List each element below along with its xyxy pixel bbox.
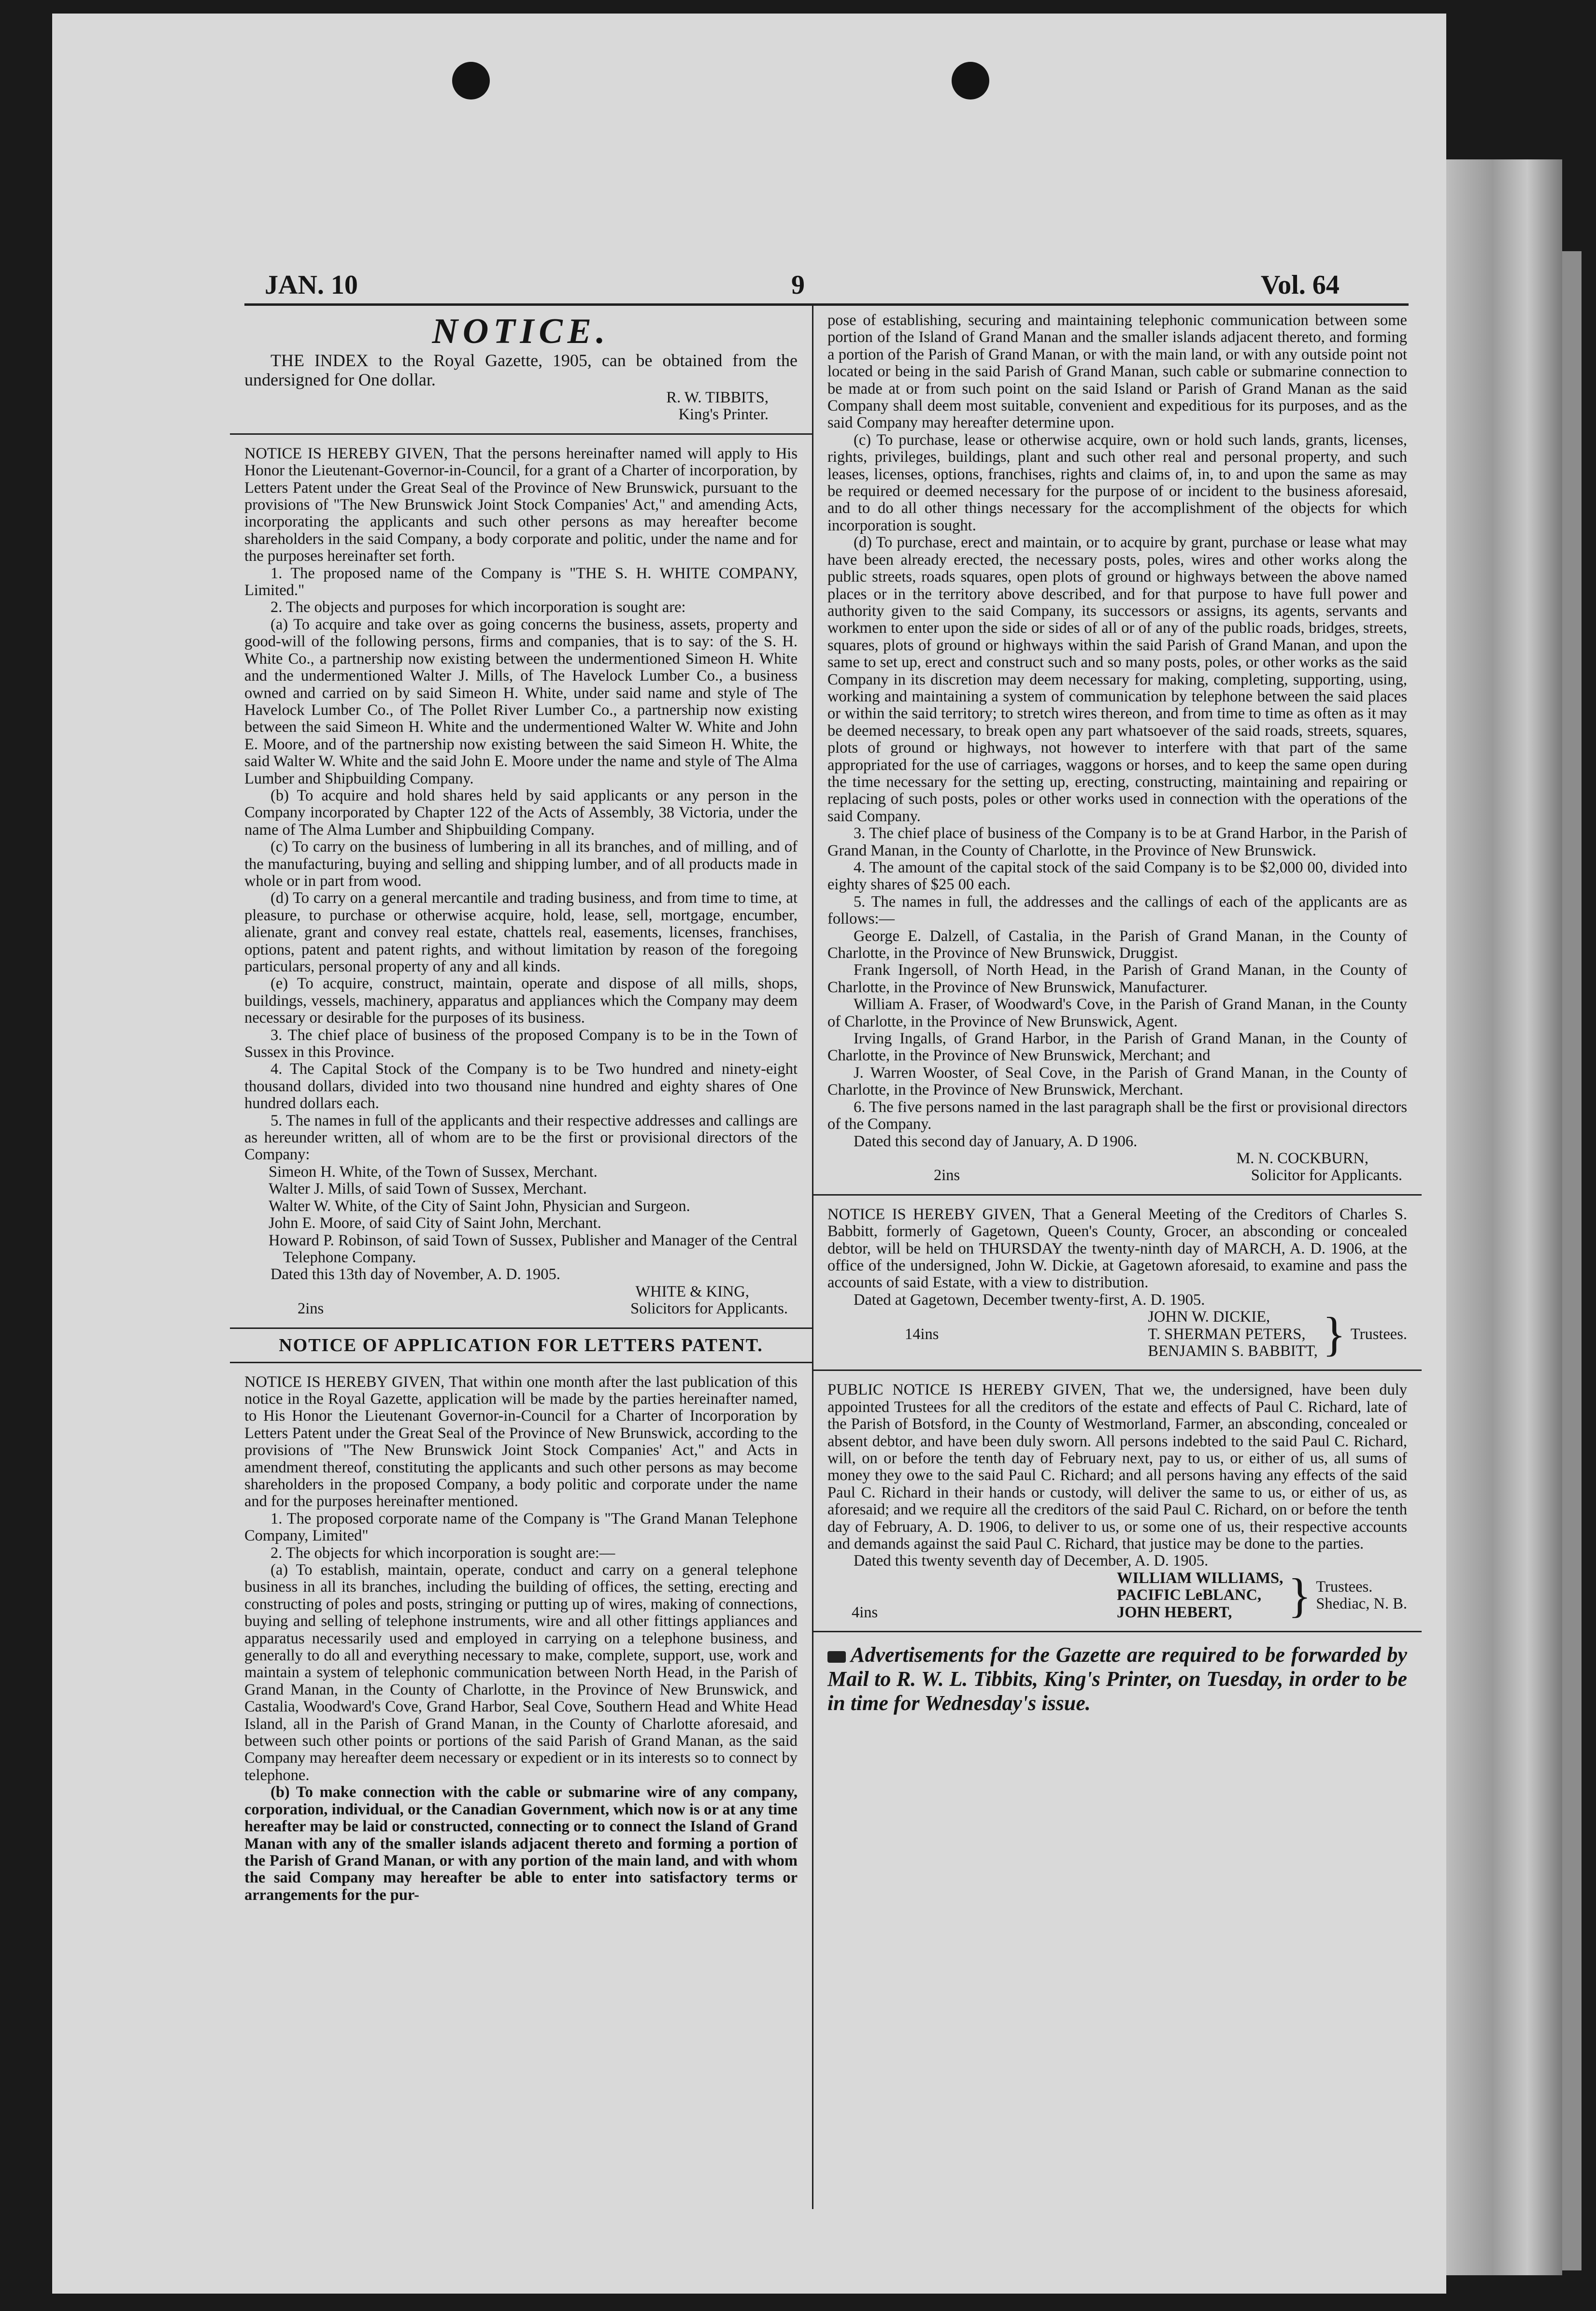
patent-insertions: 2ins [934,1167,960,1184]
richard-body: PUBLIC NOTICE IS HEREBY GIVEN, That we, the undersigned, have been duly appointed Trustees for all the creditors of the estate and effects of Paul C. Richard, late of the Parish of Botsford, in the County of Westmorland, Farmer, an absconding, concealed or absent debtor, and have been duly sworn. All persons indebted to the said Paul C. Richard, will, on or before the tenth day of February next, pay to us, or either of us, all sums of money they owe to the said Paul C. Richard; and all persons having any effects of the said Paul C. Richard in their hands or custody, will deliver the same to us, or either of us, as aforesaid; and we require all the creditors of the said Paul C. Richard, on or before the tenth day of February, A. D. 1906, to deliver to us, or some one of us, their respective accounts and demands against the said Paul C. Richard, that justice may be done to the parties. [827,1381,1407,1553]
patent-para-6: 6. The five persons named in the last paragraph shall be the first or provisional directors of the Company. [827,1098,1407,1133]
patent-dated: Dated this second day of January, A. D 1906. [854,1132,1138,1150]
patent-person: Frank Ingersoll, of North Head, in the Parish of Grand Manan, in the County of Charlotte, in the Province of New Brunswick, Manufacturer. [827,961,1407,996]
index-notice-body: THE INDEX to the Royal Gazette, 1905, can be obtained from the undersigned for One dollar. [244,351,798,389]
patent-cont-3: 3. The chief place of business of the Company is to be at Grand Harbor, in the Parish of Grand Manan, in the County of Charlotte, in the Province of New Brunswick. [827,825,1407,859]
gazette-page [52,14,1446,2294]
richard-trustees-label: Trustees. [1316,1578,1373,1596]
notice-divider [813,1369,1422,1371]
babbitt-insertions: 14ins [905,1325,939,1343]
patent-person: George E. Dalzell, of Castalia, in the Parish of Grand Manan, in the County of Charlotte, in the Province of New Brunswick, Druggist. [827,927,1407,962]
white-dated: Dated this 13th day of November, A. D. 1905. [271,1266,560,1284]
white-para-8: 3. The chief place of business of the proposed Company is to be in the Town of Sussex in this Province. [244,1026,798,1061]
header-date: JAN. 10 [265,270,358,300]
header-rule [244,303,1409,306]
patent-cont-5: 5. The names in full, the addresses and the callings of each of the applicants are as follows:— [827,893,1407,928]
white-para-3: (a) To acquire and take over as going concerns the business, assets, property and good-will of the following persons, firms and companies, that is to say: of the S. H. White Co., a partnership now existing between the undermentioned Simeon H. White and the undermentioned Walter J. Mills, of The Havelock Lumber Co., a business owned and carried on by said Simeon H. White, under said name and style of The Havelock Lumber Co., of The Pollet River Lumber Co., a partnership now existing between the said Simeon H. White and the undermentioned Walter W. White and John E. Moore, and of the partnership now existing between the said Simeon H. White, the said Walter W. White and the said John E. Moore under the name and style of The Alma Lumber and Shipbuilding Company. [244,615,798,787]
index-notice-title-line: King's Printer. [678,406,769,424]
richard-trustee: PACIFIC LeBLANC, [1117,1586,1262,1604]
patent-para-1: 1. The proposed corporate name of the Company is "The Grand Manan Telephone Company, Limited" [244,1510,798,1545]
richard-trustee: WILLIAM WILLIAMS, [1117,1569,1283,1587]
white-para-6: (d) To carry on a general mercantile and trading business, and from time to time, at pleasure, to purchase or otherwise acquire, hold, lease, sell, mortgage, encumber, alienate, grant and convey real estate, chattels real, easements, licenses, franchises, options, patent and patent rights, and without limitation by reason of the foregoing particulars, personal property of any and all kinds. [244,889,798,975]
patent-cont-0: pose of establishing, securing and maintaining telephonic communication between some portion of the Island of Grand Manan and the smaller islands adjacent thereto, and forming a portion of the Parish of Grand Manan, or with the main land, or with any outside point not located or being in the said Parish of Grand Manan, such cable or submarine connection to be made at or from such point on the said Island or Parish of Grand Manan as the said Company shall deem most suitable, convenient and expeditious for its purposes, and as the said Company may hereafter determine upon. [827,312,1407,432]
white-solicitors: Solicitors for Applicants. [630,1300,788,1318]
white-person: John E. Moore, of said City of Saint John, Merchant. [269,1214,601,1232]
patent-para-3: (a) To establish, maintain, operate, conduct and carry on a general telephone business in all its branches, including the building of offices, the setting, erecting and constructing of poles and posts, stringing or putting up of wires, making of connections, buying and selling of telephone instruments, wire and all other fittings appliances and apparatus necessarily used and employed in carrying on a telephone business, and generally to do all and everything necessary to make, complete, support, use, work and maintain a system of telephonic communication between North Head, in the Parish of Grand Manan, in the County of Charlotte, in the Province of New Brunswick, and Castalia, Woodward's Cove, Grand Harbor, Seal Cove, Southern Head and White Head Island, all in the Parish of Grand Manan, in the County of Charlotte aforesaid, and between such other points or portions of the said Parish of Grand Manan, as the said Company may hereafter deem necessary or expedient or in its interests so to connect by telephone. [244,1561,798,1784]
richard-dated: Dated this twenty seventh day of December, A. D. 1905. [854,1552,1209,1570]
richard-trustee: JOHN HEBERT, [1117,1603,1232,1621]
notice-divider [813,1631,1422,1632]
header-volume: Vol. 64 [1261,270,1340,300]
patent-para-0: NOTICE IS HEREBY GIVEN, That within one month after the last publication of this notice in the Royal Gazette, application will be made by the parties hereinafter named, to His Honor the Lieutenant Governor-in-Council for a Charter of Incorporation by Letters Patent under the Great Seal of the Province of New Brunswick, according to the provisions of "The New Brunswick Joint Stock Companies' Act," and Acts in amendment thereof, constituting the applicants and such other persons as may become shareholders in the proposed Company, a body politic and corporate under the name and for the purposes hereinafter mentioned. [244,1373,798,1511]
patent-cont-1: (c) To purchase, lease or otherwise acquire, own or hold such lands, grants, licenses, rights, privileges, buildings, plant and such other real and personal property, and such leases, licenses, options, franchises, rights and claims of, in, to and upon the same as may be required or deemed necessary for the purpose of or incident to the business aforesaid, and to do all other things necessary for the accomplishment of the objects for which incorporation is sought. [827,431,1407,534]
notice-divider [230,1327,812,1329]
babbitt-body: NOTICE IS HEREBY GIVEN, That a General Meeting of the Creditors of Charles S. Babbitt, formerly of Gagetown, Queen's County, Grocer, an absconding or concealed debtor, will be held on THURSDAY the twenty-ninth day of MARCH, A. D. 1906, at the office of the undersigned, John W. Dickie, at Gagetown aforesaid, to examine and pass the accounts of said Estate, with a view to distribution. [827,1205,1407,1292]
notice-divider [813,1194,1422,1196]
white-para-0: NOTICE IS HEREBY GIVEN, That the persons hereinafter named will apply to His Honor the Lieutenant-Governor-in-Council, for a grant of a Charter of incorporation, by Letters Patent under the Great Seal of the Province of New Brunswick, pursuant to the provisions of "The New Brunswick Joint Stock Companies' Act," and amending Acts, incorporating the applicants and such other persons as may hereafter become shareholders in the said Company, a body corporate and politic, under the name and for the purposes hereinafter set forth. [244,444,798,565]
white-insertions: 2ins [298,1300,324,1318]
patent-person: Irving Ingalls, of Grand Harbor, in the Parish of Grand Manan, in the County of Charlotte, in the Province of New Brunswick, Merchant; and [827,1030,1407,1065]
babbitt-trustees-label: Trustees. [1350,1325,1407,1343]
punch-hole [952,62,989,100]
richard-location: Shediac, N. B. [1316,1595,1407,1612]
white-person: Walter J. Mills, of said Town of Sussex, Merchant. [269,1180,587,1198]
patent-cont-4: 4. The amount of the capital stock of the said Company is to be $2,000 00, divided into eighty shares of $25 00 each. [827,859,1407,894]
white-para-7: (e) To acquire, construct, maintain, operate and dispose of all mills, shops, buildings, vessels, machinery, apparatus and appliances which the Company may deem necessary or desirable for the purposes of its business. [244,975,798,1027]
index-notice-signer: R. W. TIBBITS, [666,389,769,406]
page-edge-shadow [1562,251,1582,2270]
white-para-1: 1. The proposed name of the Company is "THE S. H. WHITE COMPANY, Limited." [244,564,798,599]
patent-person: J. Warren Wooster, of Seal Cove, in the Parish of Grand Manan, in the County of Charlotte, in the Province of New Brunswick, Merchant. [827,1064,1407,1099]
header-page-number: 9 [791,270,805,300]
brace-glyph: } [1322,1307,1346,1361]
babbitt-trustee: JOHN W. DICKIE, [1148,1308,1270,1326]
pointing-hand-icon [827,1651,846,1663]
white-person: Walter W. White, of the City of Saint John, Physician and Surgeon. [269,1197,690,1215]
patent-heading: NOTICE OF APPLICATION FOR LETTERS PATENT. [279,1335,763,1355]
left-column [244,312,798,1904]
white-firm: WHITE & KING, [635,1283,749,1300]
patent-person: William A. Fraser, of Woodward's Cove, in the Parish of Grand Manan, in the County of Charlotte, in the Province of New Brunswick, Agent. [827,996,1407,1030]
right-column [827,312,1407,1715]
patent-signer: M. N. COCKBURN, [1236,1149,1368,1167]
white-para-9: 4. The Capital Stock of the Company is to be Two hundred and ninety-eight thousand dollars, divided into two thousand nine hundred and eighty shares of One hundred dollars each. [244,1060,798,1113]
babbitt-trustee: BENJAMIN S. BABBITT, [1148,1342,1318,1360]
page-edge-stack [1446,159,1562,2275]
white-para-5: (c) To carry on the business of lumbering in all its branches, and of milling, and of the manufacturing, buying and selling and shipping lumber, and of all products made in whole or in part from wood. [244,838,798,890]
column-rule [812,306,813,2209]
punch-hole [452,62,490,100]
richard-insertions: 4ins [852,1603,878,1621]
patent-para-4: (b) To make connection with the cable or submarine wire of any company, corporation, individual, or the Canadian Government, which now is or at any time hereafter may be laid or constructed, connecting or to connect the Island of Grand Manan with any of the smaller islands adjacent thereto and forming a portion of the Parish of Grand Manan, or with any portion of the main land, and with whom the said Company may hereafter be able to enter into satisfactory terms or arrangements for the pur- [244,1783,798,1904]
white-person: Simeon H. White, of the Town of Sussex, Merchant. [269,1163,598,1181]
patent-para-2: 2. The objects for which incorporation is sought are:— [271,1544,615,1562]
babbitt-dated: Dated at Gagetown, December twenty-first, A. D. 1905. [854,1291,1205,1309]
notice-divider [230,433,812,435]
babbitt-trustee: T. SHERMAN PETERS, [1148,1325,1306,1343]
white-para-2: 2. The objects and purposes for which incorporation is sought are: [271,599,686,616]
patent-solicitor: Solicitor for Applicants. [1251,1167,1402,1184]
patent-cont-2: (d) To purchase, erect and maintain, or to acquire by grant, purchase or lease what may have been already erected, the necessary posts, poles, wires and other works along the public streets, roads squares, open plots of ground or highways between the above named places or in the territory above described, and for that purpose to have full power and authority given to the said Company, its successors or assigns, its agents, servants and workmen to enter upon the side or sides of all or of any of the public roads, bridges, streets, squares, plots of ground or highways within the said Parish of Grand Manan, and upon the same to set up, erect and construct such and so many posts, poles, or other works as the said Company in its discretion may deem necessary for making, completing, supporting, using, working and maintaining a system of communication by telephone between the said places or within the said territory; to stretch wires thereon, and from time to time as often as it may be deemed necessary, to break open any part whatsoever of the said roads, streets, squares, plots of ground or highways, not however to interfere with that part of the same appropriated for the use of carriages, waggons or horses, and to keep the same open during the time necessary for the setting up, erecting, constructing, maintaining and repairing or replacing of such posts, poles or other works used in connection with the operations of the said Company. [827,534,1407,825]
advertisement-notice: Advertisements for the Gazette are required to be forwarded by Mail to R. W. L. Tibbits, King's Printer, on Tuesday, in order to be in time for Wednesday's issue. [827,1643,1407,1715]
brace-glyph: } [1288,1568,1311,1622]
notice-divider [230,1362,812,1363]
white-para-4: (b) To acquire and hold shares held by said applicants or any person in the Company incorporated by Chapter 122 of the Acts of Assembly, 38 Victoria, under the name of The Alma Lumber and Shipbuilding Company. [244,786,798,839]
index-notice-title: NOTICE. [432,312,610,351]
white-para-10: 5. The names in full of the applicants and their respective addresses and callings are as hereunder written, all of whom are to be the first or provisional directors of the Company: [244,1112,798,1164]
white-person: Howard P. Robinson, of said Town of Sussex, Publisher and Manager of the Central Telephone Company. [269,1231,798,1266]
